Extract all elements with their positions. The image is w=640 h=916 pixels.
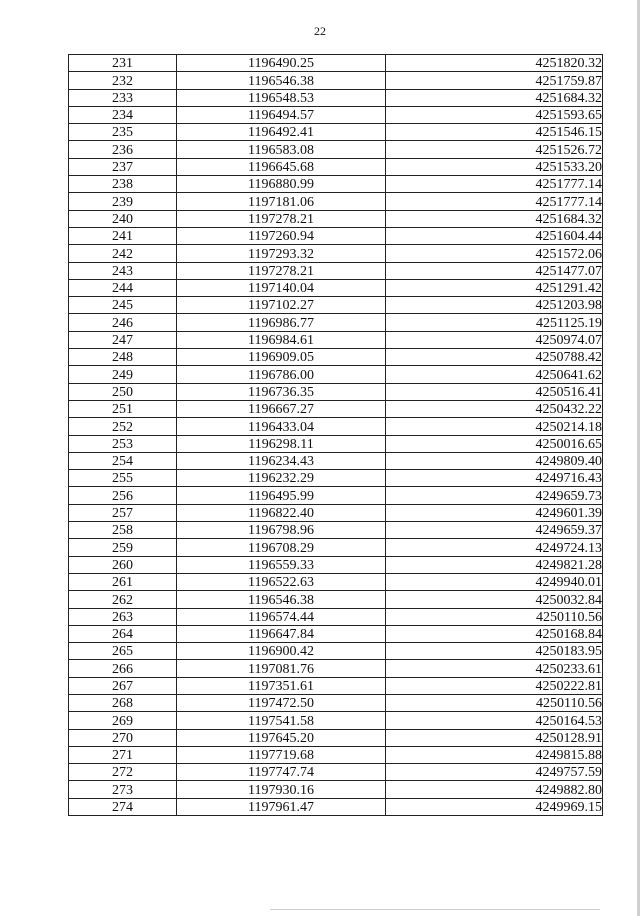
point-number-cell: 235 [69, 124, 177, 141]
y-coordinate-cell: 4251684.32 [386, 89, 603, 106]
x-coordinate-cell: 1196708.29 [177, 539, 386, 556]
x-coordinate-cell: 1196546.38 [177, 72, 386, 89]
x-coordinate-cell: 1196986.77 [177, 314, 386, 331]
x-coordinate-cell: 1196900.42 [177, 643, 386, 660]
scan-bottom-line [270, 909, 600, 910]
table-row [69, 314, 603, 331]
y-coordinate-cell: 4251572.06 [386, 245, 603, 262]
point-number-cell: 267 [69, 677, 177, 694]
y-coordinate-cell: 4251125.19 [386, 314, 603, 331]
point-number-cell: 234 [69, 106, 177, 123]
y-coordinate-cell: 4250233.61 [386, 660, 603, 677]
table-row [69, 608, 603, 625]
x-coordinate-cell: 1197278.21 [177, 262, 386, 279]
table-row [69, 210, 603, 227]
y-coordinate-cell: 4251777.14 [386, 176, 603, 193]
point-number-cell: 257 [69, 504, 177, 521]
y-coordinate-cell: 4250032.84 [386, 591, 603, 608]
y-coordinate-cell: 4250016.65 [386, 435, 603, 452]
point-number-cell: 238 [69, 176, 177, 193]
table-row [69, 176, 603, 193]
y-coordinate-cell: 4250974.07 [386, 331, 603, 348]
table-row [69, 591, 603, 608]
x-coordinate-cell: 1196298.11 [177, 435, 386, 452]
point-number-cell: 270 [69, 729, 177, 746]
x-coordinate-cell: 1196495.99 [177, 487, 386, 504]
table-row [69, 245, 603, 262]
point-number-cell: 273 [69, 781, 177, 798]
y-coordinate-cell: 4249659.37 [386, 522, 603, 539]
table-row [69, 625, 603, 642]
table-row [69, 158, 603, 175]
table-row [69, 227, 603, 244]
y-coordinate-cell: 4250110.56 [386, 694, 603, 711]
point-number-cell: 274 [69, 798, 177, 815]
x-coordinate-cell: 1196574.44 [177, 608, 386, 625]
y-coordinate-cell: 4251526.72 [386, 141, 603, 158]
point-number-cell: 232 [69, 72, 177, 89]
y-coordinate-cell: 4251759.87 [386, 72, 603, 89]
x-coordinate-cell: 1196583.08 [177, 141, 386, 158]
y-coordinate-cell: 4250164.53 [386, 712, 603, 729]
coordinates-table [68, 54, 603, 816]
point-number-cell: 237 [69, 158, 177, 175]
point-number-cell: 244 [69, 279, 177, 296]
x-coordinate-cell: 1196667.27 [177, 400, 386, 417]
table-row [69, 694, 603, 711]
table-row [69, 331, 603, 348]
point-number-cell: 252 [69, 418, 177, 435]
y-coordinate-cell: 4249659.73 [386, 487, 603, 504]
x-coordinate-cell: 1197260.94 [177, 227, 386, 244]
y-coordinate-cell: 4251593.65 [386, 106, 603, 123]
point-number-cell: 247 [69, 331, 177, 348]
table-row [69, 106, 603, 123]
table-row [69, 573, 603, 590]
point-number-cell: 261 [69, 573, 177, 590]
y-coordinate-cell: 4251477.07 [386, 262, 603, 279]
y-coordinate-cell: 4249969.15 [386, 798, 603, 815]
x-coordinate-cell: 1196736.35 [177, 383, 386, 400]
table-row [69, 746, 603, 763]
x-coordinate-cell: 1196645.68 [177, 158, 386, 175]
point-number-cell: 239 [69, 193, 177, 210]
table-row [69, 643, 603, 660]
y-coordinate-cell: 4251291.42 [386, 279, 603, 296]
table-row [69, 141, 603, 158]
point-number-cell: 263 [69, 608, 177, 625]
table-row [69, 297, 603, 314]
y-coordinate-cell: 4250222.81 [386, 677, 603, 694]
coordinates-table-body [69, 55, 603, 816]
y-coordinate-cell: 4249940.01 [386, 573, 603, 590]
x-coordinate-cell: 1196433.04 [177, 418, 386, 435]
point-number-cell: 251 [69, 400, 177, 417]
x-coordinate-cell: 1196984.61 [177, 331, 386, 348]
table-row [69, 556, 603, 573]
table-row [69, 522, 603, 539]
point-number-cell: 264 [69, 625, 177, 642]
table-row [69, 470, 603, 487]
x-coordinate-cell: 1196786.00 [177, 366, 386, 383]
x-coordinate-cell: 1196546.38 [177, 591, 386, 608]
y-coordinate-cell: 4251604.44 [386, 227, 603, 244]
x-coordinate-cell: 1197140.04 [177, 279, 386, 296]
table-row [69, 764, 603, 781]
table-row [69, 435, 603, 452]
point-number-cell: 266 [69, 660, 177, 677]
y-coordinate-cell: 4249882.80 [386, 781, 603, 798]
point-number-cell: 250 [69, 383, 177, 400]
x-coordinate-cell: 1196880.99 [177, 176, 386, 193]
y-coordinate-cell: 4250432.22 [386, 400, 603, 417]
point-number-cell: 256 [69, 487, 177, 504]
x-coordinate-cell: 1196559.33 [177, 556, 386, 573]
y-coordinate-cell: 4250128.91 [386, 729, 603, 746]
x-coordinate-cell: 1197930.16 [177, 781, 386, 798]
y-coordinate-cell: 4251546.15 [386, 124, 603, 141]
x-coordinate-cell: 1196490.25 [177, 55, 386, 72]
y-coordinate-cell: 4249716.43 [386, 470, 603, 487]
table-row [69, 539, 603, 556]
table-row [69, 193, 603, 210]
x-coordinate-cell: 1196822.40 [177, 504, 386, 521]
x-coordinate-cell: 1197278.21 [177, 210, 386, 227]
y-coordinate-cell: 4249809.40 [386, 452, 603, 469]
table-row [69, 504, 603, 521]
point-number-cell: 248 [69, 349, 177, 366]
x-coordinate-cell: 1197293.32 [177, 245, 386, 262]
y-coordinate-cell: 4250214.18 [386, 418, 603, 435]
table-row [69, 418, 603, 435]
x-coordinate-cell: 1197102.27 [177, 297, 386, 314]
x-coordinate-cell: 1196647.84 [177, 625, 386, 642]
point-number-cell: 240 [69, 210, 177, 227]
y-coordinate-cell: 4251203.98 [386, 297, 603, 314]
x-coordinate-cell: 1196522.63 [177, 573, 386, 590]
table-row [69, 89, 603, 106]
y-coordinate-cell: 4251533.20 [386, 158, 603, 175]
x-coordinate-cell: 1197351.61 [177, 677, 386, 694]
page-number: 22 [314, 24, 326, 38]
point-number-cell: 255 [69, 470, 177, 487]
table-row [69, 798, 603, 815]
table-row [69, 677, 603, 694]
x-coordinate-cell: 1197645.20 [177, 729, 386, 746]
table-row [69, 660, 603, 677]
point-number-cell: 265 [69, 643, 177, 660]
point-number-cell: 249 [69, 366, 177, 383]
x-coordinate-cell: 1197719.68 [177, 746, 386, 763]
y-coordinate-cell: 4251777.14 [386, 193, 603, 210]
x-coordinate-cell: 1196232.29 [177, 470, 386, 487]
table-row [69, 452, 603, 469]
point-number-cell: 253 [69, 435, 177, 452]
y-coordinate-cell: 4250516.41 [386, 383, 603, 400]
y-coordinate-cell: 4251820.32 [386, 55, 603, 72]
y-coordinate-cell: 4250788.42 [386, 349, 603, 366]
point-number-cell: 269 [69, 712, 177, 729]
point-number-cell: 260 [69, 556, 177, 573]
x-coordinate-cell: 1197081.76 [177, 660, 386, 677]
point-number-cell: 271 [69, 746, 177, 763]
x-coordinate-cell: 1196234.43 [177, 452, 386, 469]
table-row [69, 781, 603, 798]
table-row [69, 124, 603, 141]
point-number-cell: 268 [69, 694, 177, 711]
point-number-cell: 241 [69, 227, 177, 244]
point-number-cell: 254 [69, 452, 177, 469]
x-coordinate-cell: 1196909.05 [177, 349, 386, 366]
table-row [69, 55, 603, 72]
y-coordinate-cell: 4249724.13 [386, 539, 603, 556]
x-coordinate-cell: 1197961.47 [177, 798, 386, 815]
point-number-cell: 272 [69, 764, 177, 781]
x-coordinate-cell: 1196492.41 [177, 124, 386, 141]
y-coordinate-cell: 4249815.88 [386, 746, 603, 763]
y-coordinate-cell: 4250183.95 [386, 643, 603, 660]
table-row [69, 712, 603, 729]
point-number-cell: 246 [69, 314, 177, 331]
point-number-cell: 245 [69, 297, 177, 314]
table-row [69, 72, 603, 89]
table-row [69, 279, 603, 296]
point-number-cell: 243 [69, 262, 177, 279]
point-number-cell: 258 [69, 522, 177, 539]
y-coordinate-cell: 4250641.62 [386, 366, 603, 383]
table-row [69, 400, 603, 417]
point-number-cell: 233 [69, 89, 177, 106]
point-number-cell: 231 [69, 55, 177, 72]
table-row [69, 262, 603, 279]
point-number-cell: 242 [69, 245, 177, 262]
y-coordinate-cell: 4250110.56 [386, 608, 603, 625]
table-row [69, 729, 603, 746]
x-coordinate-cell: 1196494.57 [177, 106, 386, 123]
y-coordinate-cell: 4250168.84 [386, 625, 603, 642]
y-coordinate-cell: 4251684.32 [386, 210, 603, 227]
x-coordinate-cell: 1197181.06 [177, 193, 386, 210]
x-coordinate-cell: 1196548.53 [177, 89, 386, 106]
point-number-cell: 259 [69, 539, 177, 556]
y-coordinate-cell: 4249821.28 [386, 556, 603, 573]
y-coordinate-cell: 4249601.39 [386, 504, 603, 521]
table-row [69, 487, 603, 504]
table-row [69, 383, 603, 400]
x-coordinate-cell: 1197747.74 [177, 764, 386, 781]
x-coordinate-cell: 1196798.96 [177, 522, 386, 539]
y-coordinate-cell: 4249757.59 [386, 764, 603, 781]
table-row [69, 349, 603, 366]
table-row [69, 366, 603, 383]
x-coordinate-cell: 1197541.58 [177, 712, 386, 729]
point-number-cell: 262 [69, 591, 177, 608]
x-coordinate-cell: 1197472.50 [177, 694, 386, 711]
point-number-cell: 236 [69, 141, 177, 158]
